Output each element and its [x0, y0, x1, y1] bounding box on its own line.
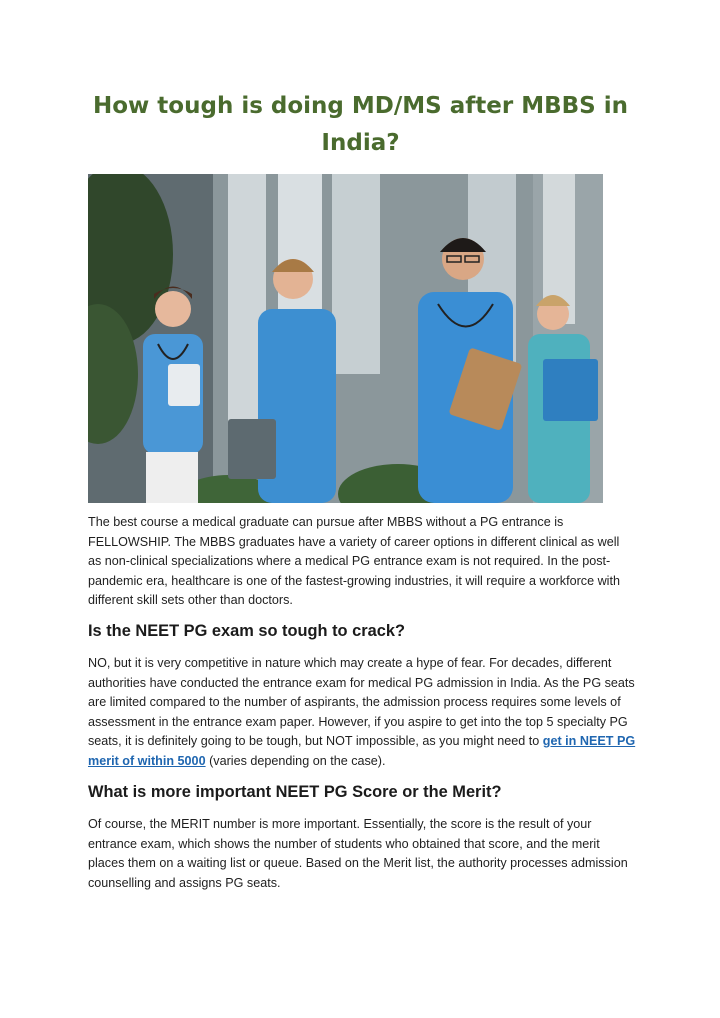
section2-heading: What is more important NEET PG Score or the Merit?: [88, 783, 502, 801]
intro-paragraph: The best course a medical graduate can pursue after MBBS without a PG entrance is FELLOWSHIP. The MBBS graduates have a variety of career options in different clinical as well as non-clinical specializations where a medical PG entrance exam is not required. In the post-pandemic era, healthcare is one of the fastest-growing industries, it will require a workforce with different skill sets other than doctors.: [88, 515, 620, 607]
section1-heading: Is the NEET PG exam so tough to crack?: [88, 622, 405, 640]
hero-image: [88, 174, 603, 503]
neet-pg-merit-link[interactable]: get in NEET PG merit of within 5000: [88, 734, 636, 768]
section1-paragraph: [88, 654, 636, 771]
section1-text-after: (varies depending on the case).: [205, 753, 386, 768]
section1-text-before: NO, but it is very competitive in nature which may create a hype of fear. For decades, different authorities have conducted the entrance exam for medical PG admission in India. As the PG seats are limited compared to the number of aspirants, the admission process requires some levels of assessment in the entrance exam paper. However, if you aspire to get into the top 5 specialty PG seats, it is definitely going to be tough, but NOT impossible, as you might need to: [88, 656, 635, 748]
section2-paragraph: Of course, the MERIT number is more important. Essentially, the score is the result of your entrance exam, which shows the number of students who obtained that score, and the merit places them on a waiting list or queue. Based on the Merit list, the authority processes admission counselling and assigns PG seats.: [88, 817, 628, 890]
article-title: How tough is doing MD/MS after MBBS in India?: [93, 93, 628, 156]
medical-students-illustration: [88, 174, 603, 503]
